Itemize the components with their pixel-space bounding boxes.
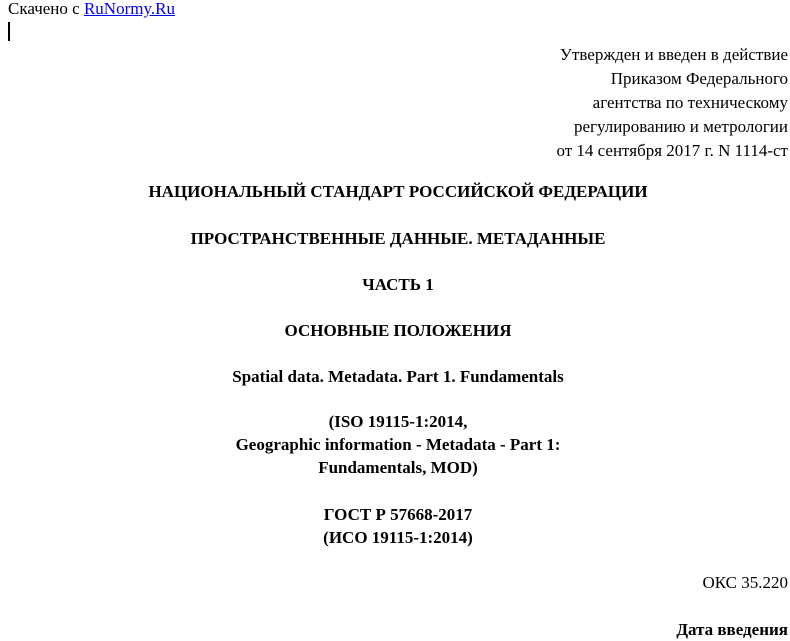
iso-equivalent: (ИСО 19115-1:2014)	[323, 528, 473, 547]
standard-name-heading: ПРОСТРАНСТВЕННЫЕ ДАННЫЕ. МЕТАДАННЫЕ	[190, 229, 606, 248]
text-cursor	[8, 22, 10, 41]
approval-line: Приказом Федерального	[610, 69, 788, 88]
gost-designation	[0, 503, 790, 549]
approval-line: регулированию и метрологии	[573, 117, 788, 136]
iso-reference-line: (ISO 19115-1:2014,	[328, 412, 468, 431]
source-prefix: Скачено с	[8, 0, 84, 18]
english-title: Spatial data. Metadata. Part 1. Fundamentals	[232, 367, 564, 386]
iso-reference	[0, 410, 790, 479]
okc-code: ОКС 35.220	[702, 573, 788, 592]
intro-date-label: Дата введения	[676, 620, 788, 639]
approval-line: от 14 сентября 2017 г. N 1114-ст	[556, 141, 788, 160]
approval-line: Утвержден и введен в действие	[559, 45, 788, 64]
subtitle-heading: ОСНОВНЫЕ ПОЛОЖЕНИЯ	[284, 321, 512, 340]
part-heading: ЧАСТЬ 1	[362, 275, 434, 294]
source-line	[8, 0, 175, 19]
approval-block	[428, 43, 788, 163]
iso-reference-line: Fundamentals, MOD)	[318, 458, 478, 477]
runormy-link[interactable]: RuNormy.Ru	[83, 0, 175, 18]
approval-line: агентства по техническому	[592, 93, 788, 112]
standard-type-heading: НАЦИОНАЛЬНЫЙ СТАНДАРТ РОССИЙСКОЙ ФЕДЕРАЦИИ	[148, 182, 648, 201]
iso-reference-line: Geographic information - Metadata - Part 1:	[235, 435, 561, 454]
gost-number: ГОСТ Р 57668-2017	[323, 505, 473, 524]
